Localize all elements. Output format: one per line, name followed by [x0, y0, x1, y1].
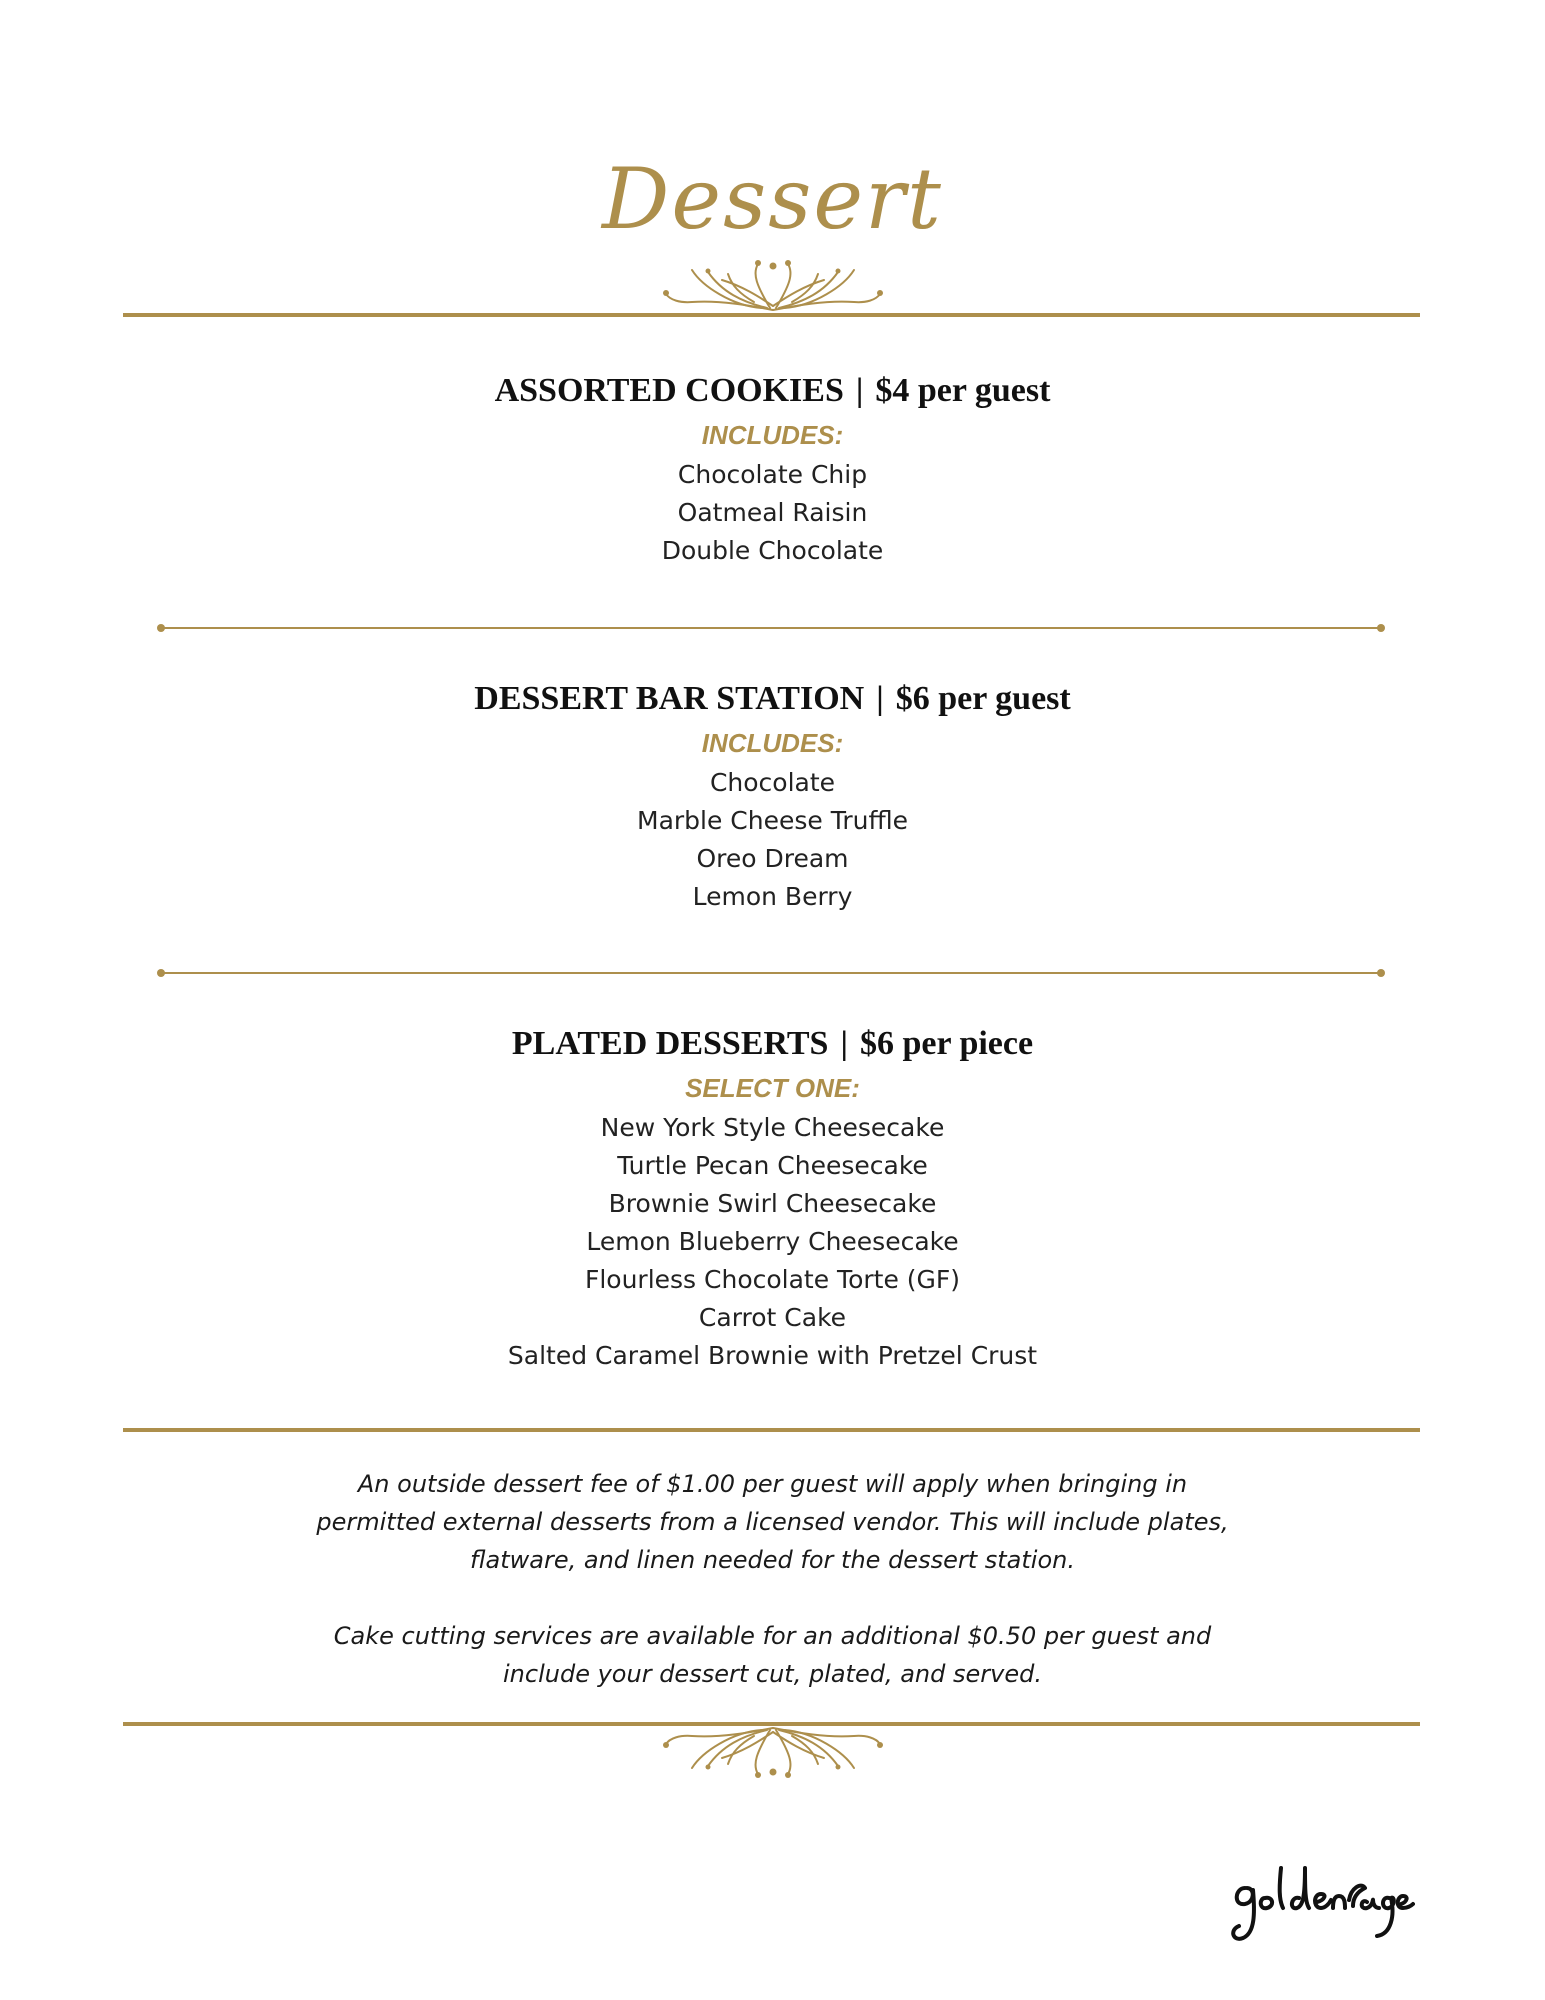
section-name: DESSERT BAR STATION	[474, 680, 865, 717]
cake-cutting-note	[0, 1617, 1545, 1693]
section-assorted-cookies	[0, 372, 1545, 570]
section-price: $6 per guest	[895, 680, 1071, 717]
menu-item: Chocolate Chip	[677, 460, 868, 489]
divider	[123, 1428, 1420, 1432]
section-label: INCLUDES:	[701, 728, 844, 758]
note-line: permitted external desserts from a licensed vendor. This will include plates,	[316, 1508, 1229, 1536]
note-line: An outside dessert fee of $1.00 per guest will apply when bringing in	[357, 1470, 1188, 1498]
section-price: $4 per guest	[875, 372, 1051, 409]
outside-dessert-fee-note	[0, 1465, 1545, 1579]
menu-item: Carrot Cake	[698, 1303, 847, 1332]
menu-item: Flourless Chocolate Torte (GF)	[584, 1265, 961, 1294]
dotted-divider	[156, 968, 1386, 978]
menu-item: Chocolate	[709, 768, 836, 797]
section-title	[0, 680, 1545, 718]
section-title	[0, 372, 1545, 410]
divider	[123, 313, 1420, 317]
menu-item: Marble Cheese Truffle	[637, 806, 908, 835]
section-name: PLATED DESSERTS	[511, 1025, 829, 1062]
note-line: Cake cutting services are available for an additional $0.50 per guest and	[333, 1622, 1212, 1650]
section-plated-desserts	[0, 1025, 1545, 1375]
menu-item: Oreo Dream	[696, 844, 849, 873]
separator: |	[876, 680, 884, 717]
section-label: INCLUDES:	[701, 420, 844, 450]
floral-ornament-icon	[662, 1722, 884, 1782]
section-price: $6 per piece	[859, 1025, 1034, 1062]
section-label: SELECT ONE:	[685, 1073, 860, 1103]
menu-item: Lemon Blueberry Cheesecake	[586, 1227, 959, 1256]
separator: |	[840, 1025, 848, 1062]
section-name: ASSORTED COOKIES	[494, 372, 844, 409]
menu-item: Salted Caramel Brownie with Pretzel Crust	[507, 1341, 1038, 1370]
menu-item: New York Style Cheesecake	[600, 1113, 945, 1142]
dotted-divider	[156, 623, 1386, 633]
menu-item: Lemon Berry	[692, 882, 853, 911]
note-line: include your dessert cut, plated, and served.	[503, 1660, 1042, 1688]
goldenage-logo	[1225, 1838, 1415, 1948]
section-dessert-bar-station	[0, 680, 1545, 916]
note-line: flatware, and linen needed for the dessert station.	[470, 1546, 1075, 1574]
floral-ornament-icon	[662, 256, 884, 316]
menu-item: Double Chocolate	[661, 536, 884, 565]
menu-item: Oatmeal Raisin	[677, 498, 868, 527]
menu-item: Brownie Swirl Cheesecake	[608, 1189, 937, 1218]
page-title: Dessert	[602, 150, 943, 248]
section-title	[0, 1025, 1545, 1063]
menu-item: Turtle Pecan Cheesecake	[617, 1151, 928, 1180]
separator: |	[855, 372, 864, 409]
